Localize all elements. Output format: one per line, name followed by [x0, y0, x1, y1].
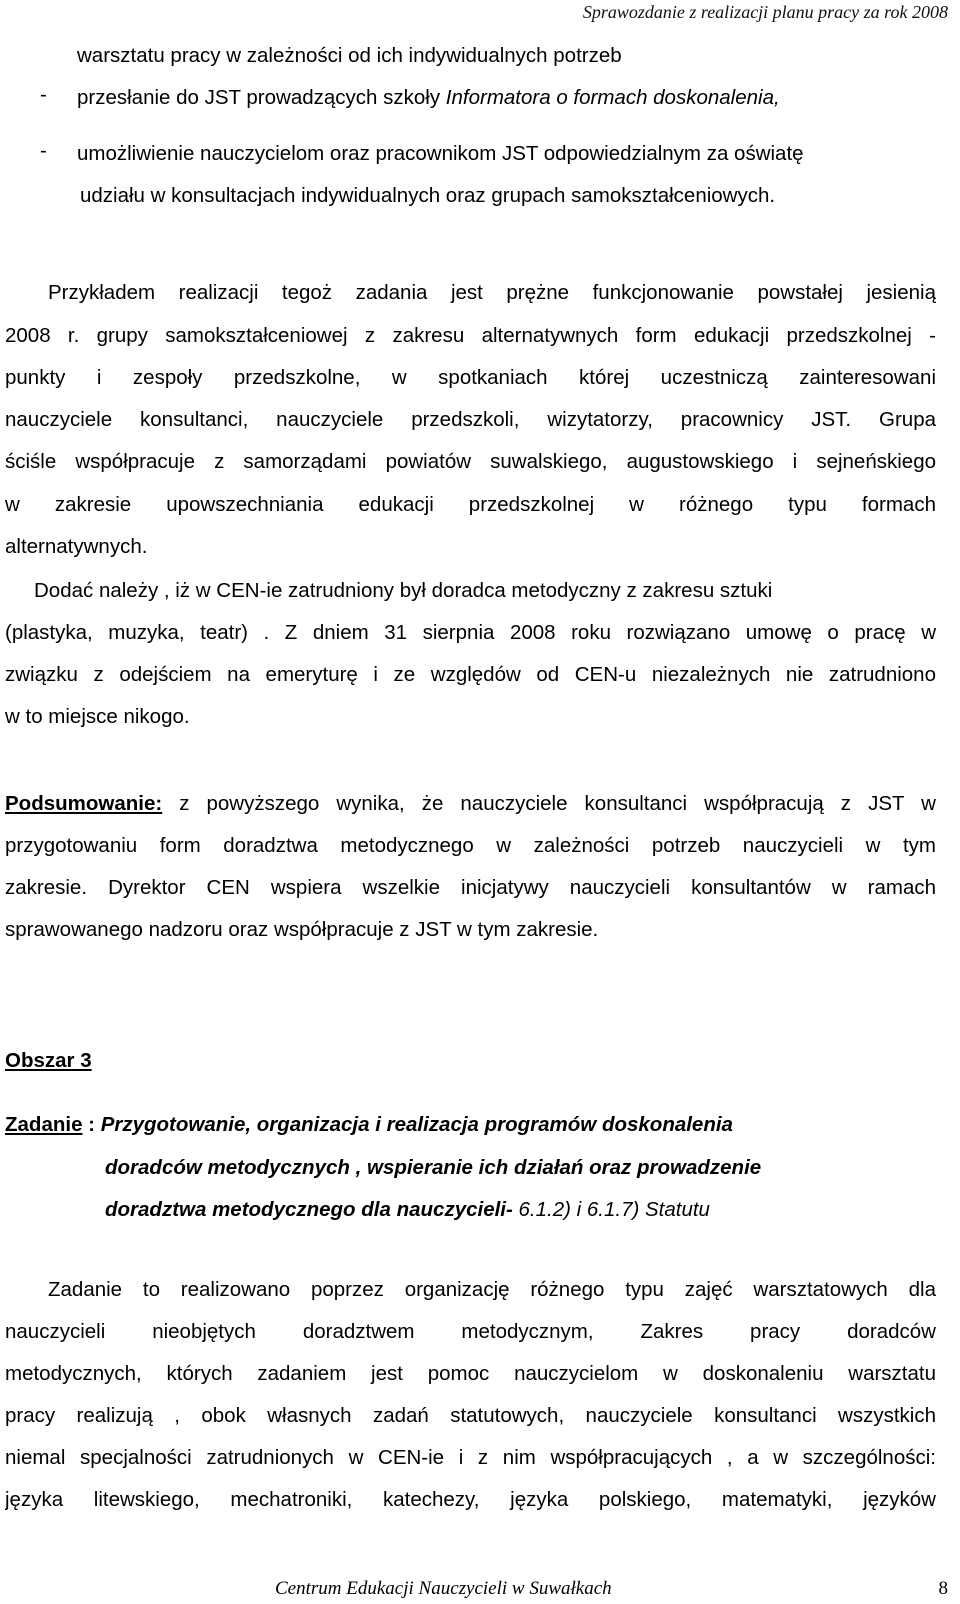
list-item: umożliwienie nauczycielom oraz pracownikom JST odpowiedzialnym za oświatę [77, 142, 804, 165]
paragraph-line: pracy realizują , obok własnych zadań statutowych, nauczyciele konsultanci wszystkich [5, 1404, 936, 1427]
summary-first-line: Podsumowanie: z powyższego wynika, że nauczyciele konsultanci współpracują z JST w [5, 792, 936, 815]
list-item-continuation: udziału w konsultacjach indywidualnych oraz grupach samokształceniowych. [80, 184, 776, 207]
paragraph-line: nauczycieli nieobjętych doradztwem metodycznym, Zakres pracy doradców [5, 1320, 936, 1343]
task-heading: Zadanie : Przygotowanie, organizacja i realizacja programów doskonalenia [5, 1113, 733, 1136]
task-line: doradztwa metodycznego dla nauczycieli- 6.1.2) i 6.1.7) Statutu [105, 1198, 710, 1221]
paragraph-line: niemal specjalności zatrudnionych w CEN-ie i z nim współpracujących , a w szczególności: [5, 1446, 936, 1469]
task-label: Zadanie [5, 1113, 83, 1136]
paragraph-line: Dodać należy , iż w CEN-ie zatrudniony był doradca metodyczny z zakresu sztuki [34, 579, 773, 602]
paragraph-line: nauczyciele konsultanci, nauczyciele przedszkoli, wizytatorzy, pracownicy JST. Grupa [5, 408, 936, 431]
summary-line: zakresie. Dyrektor CEN wspiera wszelkie inicjatywy nauczycieli konsultantów w ramach [5, 876, 936, 899]
list-item: przesłanie do JST prowadzących szkoły Informatora o formach doskonalenia, [77, 86, 780, 109]
paragraph-line: Przykładem realizacji tegoż zadania jest prężne funkcjonowanie powstałej jesienią [48, 281, 936, 304]
paragraph-line: w zakresie upowszechniania edukacji przedszkolnej w różnego typu formach [5, 493, 936, 516]
list-continuation-line: warsztatu pracy w zależności od ich indywidualnych potrzeb [77, 44, 622, 67]
footer-text: Centrum Edukacji Nauczycieli w Suwałkach [275, 1578, 612, 1599]
summary-label: Podsumowanie: [5, 792, 163, 815]
paragraph-line: języka litewskiego, mechatroniki, katechezy, języka polskiego, matematyki, języków [5, 1488, 936, 1511]
paragraph-line: (plastyka, muzyka, teatr) . Z dniem 31 sierpnia 2008 roku rozwiązano umowę o pracę w [5, 621, 936, 644]
paragraph-line: metodycznych, których zadaniem jest pomoc nauczycielom w doskonaleniu warsztatu [5, 1362, 936, 1385]
list-dash: - [40, 139, 47, 162]
paragraph-line: Zadanie to realizowano poprzez organizację różnego typu zajęć warsztatowych dla [48, 1278, 936, 1301]
paragraph-line: punkty i zespoły przedszkolne, w spotkaniach której uczestniczą zainteresowani [5, 366, 936, 389]
list-dash: - [40, 83, 47, 106]
paragraph-line: ściśle współpracuje z samorządami powiatów suwalskiego, augustowskiego i sejneńskiego [5, 450, 936, 473]
paragraph-line: 2008 r. grupy samokształceniowej z zakresu alternatywnych form edukacji przedszkolnej - [5, 324, 936, 347]
page-number: 8 [938, 1578, 948, 1599]
page-footer [275, 1578, 948, 1600]
area-heading: Obszar 3 [5, 1049, 92, 1072]
paragraph-line: w to miejsce nikogo. [5, 705, 190, 728]
paragraph-line: alternatywnych. [5, 535, 148, 558]
summary-line: przygotowaniu form doradztwa metodycznego w zależności potrzeb nauczycieli w tym [5, 834, 936, 857]
task-line: doradców metodycznych , wspieranie ich działań oraz prowadzenie [105, 1156, 762, 1179]
summary-line: sprawowanego nadzoru oraz współpracuje z JST w tym zakresie. [5, 918, 599, 941]
page-header: Sprawozdanie z realizacji planu pracy za rok 2008 [582, 2, 948, 22]
paragraph-line: związku z odejściem na emeryturę i ze względów od CEN-u niezależnych nie zatrudniono [5, 663, 936, 686]
